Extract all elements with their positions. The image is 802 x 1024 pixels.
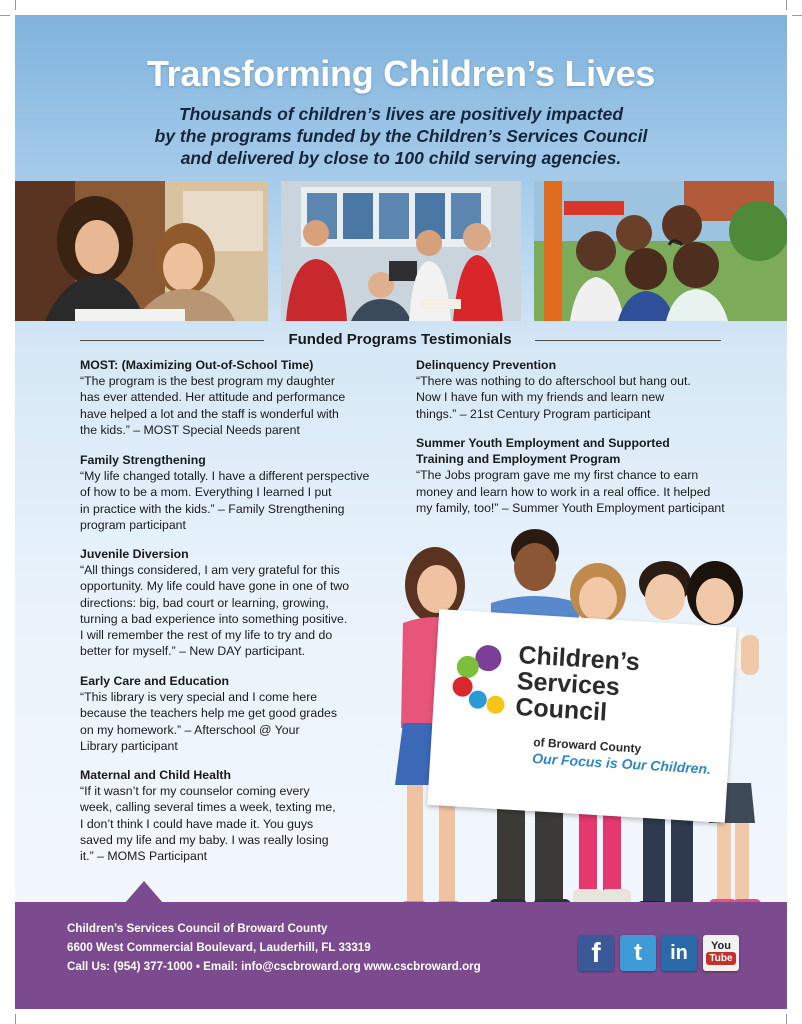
linkedin-glyph: in (670, 941, 688, 964)
testimonial-line: “The program is the best program my daughter (80, 374, 335, 389)
linkedin-icon[interactable] (661, 935, 697, 971)
puzzle-logo-icon (446, 640, 521, 734)
sign-county: of Broward County (532, 735, 642, 756)
crop-mark (792, 15, 802, 16)
testimonial-line: has ever attended. Her attitude and performance (80, 390, 346, 405)
testimonial-line: turning a bad experience into something positive. (80, 611, 348, 626)
testimonial-juvenile-diversion (80, 546, 410, 659)
twitter-icon[interactable] (620, 935, 656, 971)
youtube-glyph: You (711, 940, 731, 952)
section-heading-bar (15, 329, 787, 353)
testimonial-line: “The Jobs program gave me my first chance to earn (416, 468, 699, 483)
testimonial-delinquency-prevention (416, 357, 756, 422)
testimonial-line: “If it wasn’t for my counselor coming every (80, 784, 310, 799)
crop-mark (786, 0, 787, 10)
testimonial-heading: Juvenile Diversion (80, 547, 189, 561)
testimonial-line: “All things considered, I am very grateful for this (80, 563, 340, 578)
sign-name-line: Services (516, 666, 621, 702)
testimonial-line: “This library is very special and I come here (80, 690, 318, 705)
subtitle-line: and delivered by close to 100 child serving agencies. (180, 148, 622, 168)
testimonial-line: Now I have fun with my friends and learn new (416, 390, 665, 405)
sign-name-line: Council (514, 692, 608, 727)
subtitle-line: Thousands of children’s lives are positively impacted (178, 104, 624, 124)
testimonial-early-care (80, 673, 380, 754)
subtitle-line: by the programs funded by the Children’s Services Council (154, 126, 648, 146)
testimonial-heading: Training and Employment Program (416, 452, 621, 467)
testimonial-line: better for myself.” – New DAY participant. (80, 644, 306, 659)
testimonial-line: “My life changed totally. I have a different perspective (80, 469, 370, 484)
footer-org: Children’s Services Council of Broward County (67, 922, 328, 935)
sign-name-line: Children’s (517, 641, 641, 677)
youtube-glyph: Tube (706, 952, 735, 965)
testimonial-line: opportunity. My life could have gone in one of two (80, 579, 350, 594)
footer-notch (125, 881, 163, 903)
testimonial-line: things.” – 21st Century Program participant (416, 406, 651, 421)
flyer-page (15, 15, 787, 1009)
page-title: Transforming Children’s Lives (146, 53, 656, 94)
testimonial-line: of how to be a mom. Everything I learned I put (80, 485, 332, 500)
facebook-icon[interactable] (578, 935, 614, 971)
section-heading: Funded Programs Testimonials (288, 331, 512, 348)
crop-mark (786, 1014, 787, 1024)
testimonial-heading: Family Strengthening (80, 453, 206, 467)
testimonial-line: my family, too!” – Summer Youth Employment participant (416, 500, 725, 515)
page-subtitle (55, 103, 747, 169)
sign-tagline: Our Focus is Our Children. (531, 750, 712, 777)
photo-playground-kids (534, 181, 787, 321)
header (15, 15, 787, 180)
testimonial-line: money and learn how to work in a real office. It helped (416, 484, 711, 499)
testimonial-heading: Summer Youth Employment and Supported (416, 436, 670, 450)
testimonial-line: “There was nothing to do afterschool but hang out. (416, 374, 691, 389)
crop-mark (15, 1014, 16, 1024)
testimonial-heading: MOST: (Maximizing Out-of-School Time) (80, 358, 314, 372)
testimonial-heading: Maternal and Child Health (80, 768, 231, 782)
footer-contact[interactable]: Call Us: (954) 377-1000 • Email: info@cscbroward.org www.cscbroward.org (67, 960, 481, 973)
testimonial-line: I don’t think I could have made it. You guys (80, 816, 314, 831)
crop-mark (15, 0, 16, 10)
testimonial-line: it.” – MOMS Participant (80, 849, 208, 864)
testimonial-line: week, calling several times a week, texting me, (80, 800, 336, 815)
testimonial-line: because the teachers help me get good grades (80, 706, 338, 721)
divider (80, 340, 264, 341)
csc-logo-sign (427, 609, 736, 823)
testimonial-summer-youth (416, 435, 761, 516)
footer-address: 6600 West Commercial Boulevard, Lauderhill, FL 33319 (67, 941, 371, 954)
twitter-glyph: t (634, 939, 642, 966)
testimonial-maternal-child-health (80, 767, 380, 864)
testimonial-family-strengthening (80, 452, 410, 533)
crop-mark (0, 15, 10, 16)
testimonial-line: saved my life and my baby. I was really losing (80, 832, 329, 847)
testimonial-line: on my homework.” – Afterschool @ Your (80, 722, 300, 737)
testimonial-line: I will remember the rest of my life to try and do (80, 628, 333, 643)
testimonial-heading: Early Care and Education (80, 674, 229, 688)
testimonial-line: Library participant (80, 738, 178, 753)
testimonial-line: the kids.” – MOST Special Needs parent (80, 422, 300, 437)
photo-group-event (281, 181, 521, 321)
testimonial-heading: Delinquency Prevention (416, 358, 557, 372)
testimonial-most (80, 357, 410, 438)
testimonial-line: directions: big, bad court or learning, growing, (80, 595, 329, 610)
testimonial-line: in practice with the kids.” – Family Strengthening (80, 501, 345, 516)
photo-tutoring (15, 181, 268, 321)
facebook-glyph: f (591, 937, 601, 968)
testimonial-line: program participant (80, 517, 186, 532)
youtube-icon[interactable] (703, 935, 739, 971)
testimonial-line: have helped a lot and the staff is wonderful with (80, 406, 339, 421)
divider (535, 340, 721, 341)
